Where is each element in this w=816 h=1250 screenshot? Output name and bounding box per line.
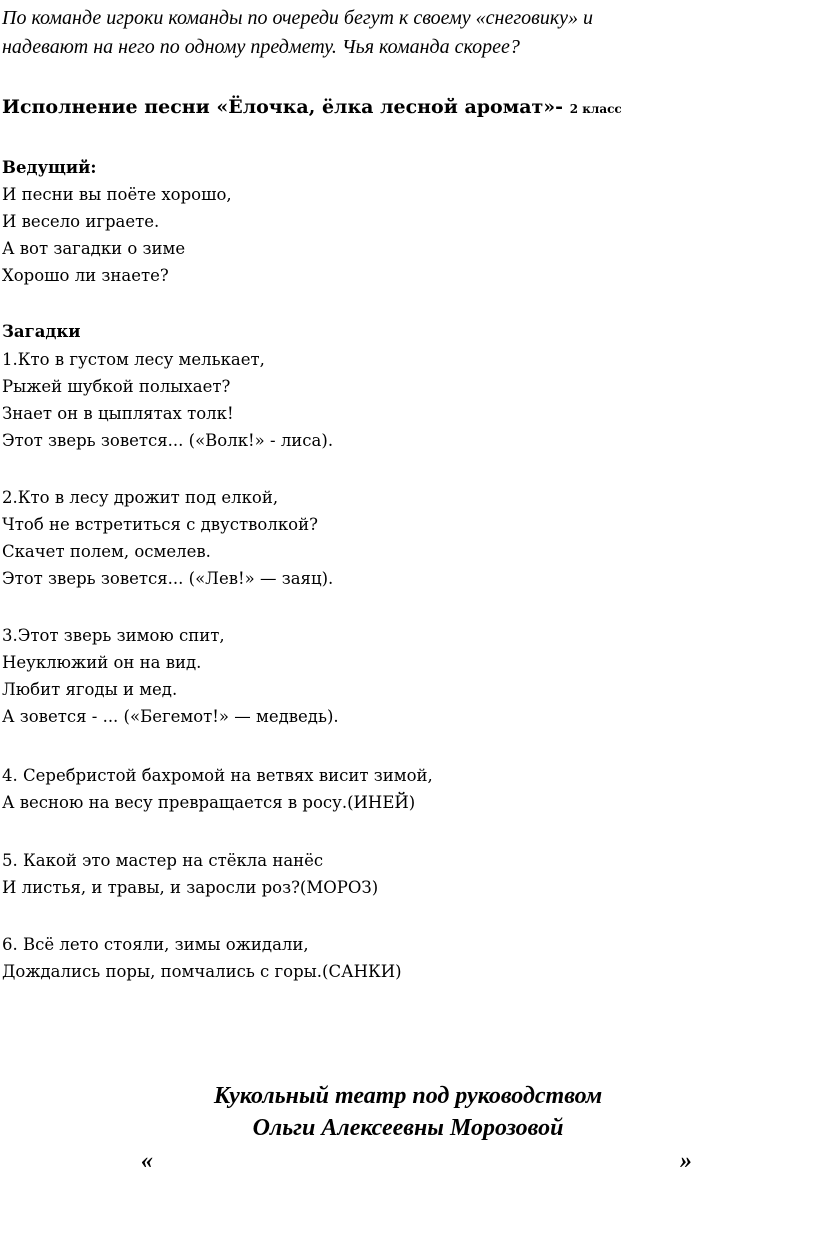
song-heading [2,93,802,123]
class-label: 2 класс [569,102,622,116]
riddle-line: Этот зверь зовется... («Волк!» - лиса). [2,431,334,450]
riddle-2 [2,484,802,592]
riddle-line: 2.Кто в лесу дрожит под елкой, [2,488,279,507]
song-title: Исполнение песни «Ёлочка, ёлка лесной аромат»- [2,96,564,118]
riddle-4 [2,762,802,816]
host-section [2,155,802,289]
riddle-line: Чтоб не встретиться с двустволкой? [2,515,318,534]
theatre-line: Кукольный театр под руководством [213,1083,603,1109]
close-quote: » [680,1148,692,1174]
riddle-line: Дождались поры, помчались с горы.(САНКИ) [2,962,402,981]
riddle-line: А весною на весу превращается в росу.(ИНЕЙ) [2,793,416,812]
riddle-line: Этот зверь зовется... («Лев!» — заяц). [2,569,334,588]
riddles-heading: Загадки [2,322,81,341]
riddle-line: 4. Серебристой бахромой на ветвях висит зимой, [2,766,433,785]
riddle-3 [2,622,802,730]
instructions-line: надевают на него по одному предмету. Чья команда скорее? [2,36,520,58]
riddle-line: 3.Этот зверь зимою спит, [2,626,225,645]
riddle-6 [2,931,802,985]
poem-line: И песни вы поёте хорошо, [2,185,232,204]
poem-line: И весело играете. [2,212,160,231]
poem-line: Хорошо ли знаете? [2,266,169,285]
riddle-5 [2,847,802,901]
riddle-line: 1.Кто в густом лесу мелькает, [2,350,265,369]
riddles-heading-block [2,319,802,345]
theatre-line: Ольги Алексеевны Морозовой [252,1115,564,1141]
riddle-line: Рыжей шубкой полыхает? [2,377,231,396]
riddle-line: Скачет полем, осмелев. [2,542,211,561]
puppet-theatre-heading [0,1080,816,1144]
poem-line: А вот загадки о зиме [2,239,186,258]
riddle-line: 5. Какой это мастер на стёкла нанёс [2,851,324,870]
riddle-line: Знает он в цыплятах толк! [2,404,234,423]
riddle-line: Любит ягоды и мед. [2,680,178,699]
riddle-1 [2,346,802,454]
instructions-line: По команде игроки команды по очереди бегут к своему «снеговику» и [2,7,594,29]
riddle-line: Неуклюжий он на вид. [2,653,202,672]
host-heading: Ведущий: [2,158,97,177]
riddle-line: 6. Всё лето стояли, зимы ожидали, [2,935,309,954]
riddle-line: А зовется - ... («Бегемот!» — медведь). [2,707,339,726]
game-instructions [2,4,802,62]
open-quote: « [141,1148,153,1174]
riddle-line: И листья, и травы, и заросли роз?(МОРОЗ) [2,878,379,897]
